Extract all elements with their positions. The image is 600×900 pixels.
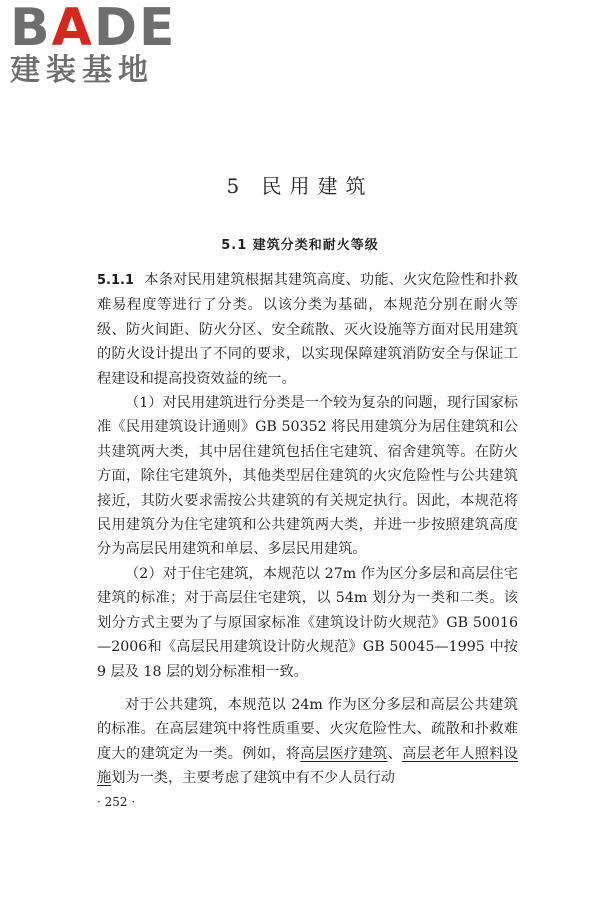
paragraph-3-separator: 、	[387, 745, 403, 762]
bade-logo	[10, 0, 180, 88]
chapter-title: 5 民用建筑	[226, 174, 374, 198]
section-title: 5.1 建筑分类和耐火等级	[221, 238, 379, 253]
clause-number: 5.1.1	[97, 273, 135, 288]
paragraph-3-start: 对于公共建筑，本规范以 24m 作为区分多层和高层公共建筑的标准。在高层建筑中将性质重要、火灾危险性大、疏散和扑救难度大的建筑定为一类。例如，将	[97, 696, 518, 762]
underlined-term-medical: 高层医疗建筑	[300, 745, 388, 762]
logo-letters-de: DE	[93, 0, 177, 58]
document-body	[97, 268, 518, 791]
logo-subtitle: 建装基地	[10, 53, 154, 88]
page-number: · 252 ·	[97, 795, 136, 809]
paragraph-3-end: 划为一类，主要考虑了建筑中有不少人员行动	[111, 770, 395, 787]
logo-wordmark	[10, 0, 180, 58]
paragraph-3	[97, 693, 518, 791]
logo-letter-b: B	[10, 0, 52, 58]
clause-paragraph	[97, 268, 518, 391]
paragraph-1: （1）对民用建筑进行分类是一个较为复杂的问题，现行国家标准《民用建筑设计通则》GB 50352 将民用建筑分为居住建筑和公共建筑两大类，其中居住建筑包括住宅建筑、宿舍建筑等。在防火方面，除住宅建筑外，其他类型居住建筑的火灾危险性与公共建筑接近，其防火要求需按公共建筑的有关规定执行。因此，本规范将民用建筑分为住宅建筑和公共建筑两大类，并进一步按照建筑高度分为高层民用建筑和单层、多层民用建筑。	[97, 395, 518, 558]
logo-letter-a: A	[51, 0, 94, 58]
underlined-term-elderly-care: 高层老年人照料设施	[97, 745, 518, 787]
paragraph-2: （2）对于住宅建筑，本规范以 27m 作为区分多层和高层住宅建筑的标准；对于高层住宅建筑，以 54m 划分为一类和二类。该划分方式主要为了与原国家标准《建筑设计防火规范》GB 50016—2006和《高层民用建筑设计防火规范》GB 50045—1995 中按 9 层及 18 层的划分标准相一致。	[97, 565, 518, 680]
clause-text: 本条对民用建筑根据其建筑高度、功能、火灾危险性和扑救难易程度等进行了分类。以该分类为基础，本规范分别在耐火等级、防火间距、防火分区、安全疏散、灭火设施等方面对民用建筑的防火设计提出了不同的要求，以实现保障建筑消防安全与保证工程建设和提高投资效益的统一。	[97, 272, 518, 387]
